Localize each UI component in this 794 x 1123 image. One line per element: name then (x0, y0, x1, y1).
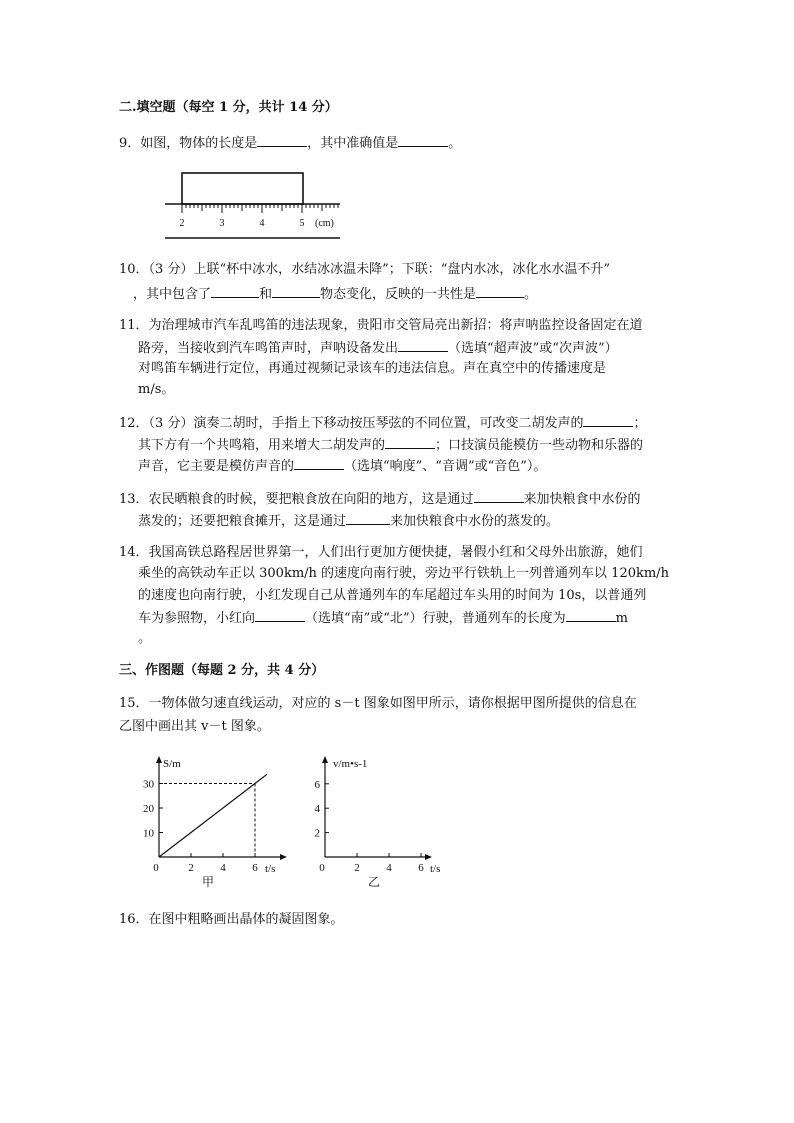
x-tick-label: 2 (188, 862, 194, 874)
y-axis-arrow (156, 756, 162, 763)
section-3-heading: 三、作图题（每题 2 分，共 4 分） (119, 663, 325, 678)
y-axis-label: S/m (163, 758, 181, 770)
q12-line-1 (119, 413, 646, 433)
x-axis-arrow (425, 854, 432, 860)
q10-line-1: 10．（3 分）上联“杯中冰水，水结冰冰温未降”；下联：“盘内水冰，冰化水水温不升” (119, 262, 611, 277)
y-tick-label: 10 (143, 827, 154, 840)
y-tick-label: 4 (314, 803, 320, 816)
q14-line-3: 的速度也向南行驶，小红发现自己从普通列车的车尾超过车头用的时间为 10s，以普通列 (138, 588, 647, 603)
q12-blank-3[interactable] (294, 456, 344, 470)
q12-text-c: 其下方有一个共鸣箱，用来增大二胡发声的 (138, 438, 386, 453)
q11-blank-1[interactable] (398, 338, 448, 352)
chart-caption: 甲 (202, 875, 215, 889)
q11-text-b: （选填“超声波”或“次声波”） (448, 341, 618, 356)
q12-text-d: ；口技演员能模仿一些动物和乐器的 (435, 438, 644, 453)
q15-line-2: 乙图中画出其 v－t 图象。 (119, 719, 270, 734)
q11-text-a: 路旁，当接收到汽车鸣笛声时，声呐设备发出 (138, 341, 399, 356)
y-tick-label: 6 (314, 778, 320, 791)
q16-line-1: 16．在图中粗略画出晶体的凝固图象。 (119, 912, 344, 927)
q14-line-4 (138, 608, 628, 628)
x-tick-label: 4 (386, 862, 392, 874)
q13-line-2 (138, 511, 559, 531)
q14-line-5: 。 (138, 631, 152, 646)
ruler-tick-label: 4 (259, 218, 265, 229)
q12-text-f: （选填“响度”、“音调”或“音色”）。 (344, 459, 547, 474)
q11-line-1: 11．为治理城市汽车乱鸣笛的违法现象，贵阳市交管局亮出新招：将声呐监控设备固定在道 (119, 318, 643, 333)
q13-blank-2[interactable] (346, 511, 390, 525)
x-tick-label: 6 (252, 862, 258, 874)
q9-text-a: 9．如图，物体的长度是 (119, 136, 258, 151)
measured-block (182, 173, 303, 204)
y-axis-arrow (322, 756, 328, 763)
q14-blank-2[interactable] (566, 608, 616, 622)
x-tick-label: 4 (220, 862, 226, 874)
q9-blank-accurate[interactable] (398, 133, 448, 147)
q12-text-a: 12．（3 分）演奏二胡时，手指上下移动按压琴弦的不同位置，可改变二胡发声的 (119, 416, 584, 431)
x-axis-label: t/s (265, 863, 276, 875)
q10-text-c: 物态变化，反映的一共性是 (320, 287, 477, 302)
y-tick-label: 20 (143, 803, 154, 815)
x-tick-label: 2 (354, 862, 360, 874)
q13-line-1 (119, 489, 641, 509)
q10-text-d: 。 (524, 287, 538, 302)
ruler-tick-label: 3 (219, 218, 225, 229)
q10-blank-1[interactable] (211, 284, 259, 298)
q10-line-2 (133, 284, 537, 304)
q10-text-b: 和 (259, 287, 273, 302)
section-2-heading: 二.填空题（每空 1 分，共计 14 分） (119, 100, 338, 115)
q10-text-a: ，其中包含了 (133, 287, 212, 302)
q14-text-a: 车为参照物，小红向 (138, 611, 256, 626)
q14-line-2: 乘坐的高铁动车正以 300km/h 的速度向南行驶，旁边平行铁轨上一列普通列车以 120km/h (138, 566, 669, 581)
x-tick-label: 6 (418, 862, 424, 874)
q12-text-b: ； (633, 416, 647, 431)
q13-text-b: 来加快粮食中水份的 (523, 492, 641, 507)
y-axis-label: v/m•s-1 (333, 758, 368, 770)
ruler-unit-label: (cm) (315, 218, 334, 229)
x-axis-label: t/s (430, 863, 441, 875)
q13-text-a: 13．农民晒粮食的时候，要把粮食放在向阳的地方，这是通过 (119, 492, 474, 507)
origin-label: 0 (319, 862, 325, 874)
q14-text-b: （选填“南”或“北”）行驶，普通列车的长度为 (305, 611, 566, 626)
q9-blank-length[interactable] (257, 133, 307, 147)
q11-line-3: 对鸣笛车辆进行定位，再通过视频记录该车的违法信息。声在真空中的传播速度是 (138, 361, 607, 376)
q12-text-e: 声音，它主要是模仿声音的 (138, 459, 295, 474)
ruler-ticks (182, 204, 338, 213)
q14-line-1: 14．我国高铁总路程居世界第一，人们出行更加方便快捷，暑假小红和父母外出旅游，她们 (119, 545, 643, 560)
q13-blank-1[interactable] (474, 489, 524, 503)
q9-text-b: ，其中准确值是 (307, 136, 399, 151)
q15-line-1: 15．一物体做匀速直线运动，对应的 s－t 图象如图甲所示，请你根据甲图所提供的信息在 (119, 696, 637, 711)
ruler-figure (165, 172, 345, 242)
s-t-graph-jia (130, 755, 290, 890)
q10-blank-2[interactable] (272, 284, 320, 298)
q11-line-4: m/s。 (138, 382, 175, 397)
q14-blank-1[interactable] (255, 608, 305, 622)
y-tick-label: 30 (143, 778, 154, 791)
q12-line-2 (138, 435, 643, 455)
q13-text-d: 来加快粮食中水份的蒸发的。 (390, 514, 560, 529)
q14-text-c: m (615, 611, 628, 626)
v-t-graph-yi[interactable] (300, 755, 460, 890)
q12-blank-2[interactable] (385, 435, 435, 449)
ruler-tick-label: 2 (179, 218, 185, 229)
q10-blank-3[interactable] (476, 284, 524, 298)
q9-text-c: 。 (448, 136, 462, 151)
y-tick-label: 2 (314, 827, 320, 840)
q11-line-2 (138, 338, 618, 358)
q12-line-3 (138, 456, 546, 476)
question-9 (119, 133, 461, 153)
chart-caption: 乙 (368, 875, 381, 889)
x-axis-arrow (280, 854, 287, 860)
ruler-tick-label: 5 (299, 218, 305, 229)
q13-text-c: 蒸发的；还要把粮食摊开，这是通过 (138, 514, 347, 529)
origin-label: 0 (153, 862, 159, 874)
q12-blank-1[interactable] (583, 413, 633, 427)
series-line (159, 774, 267, 857)
